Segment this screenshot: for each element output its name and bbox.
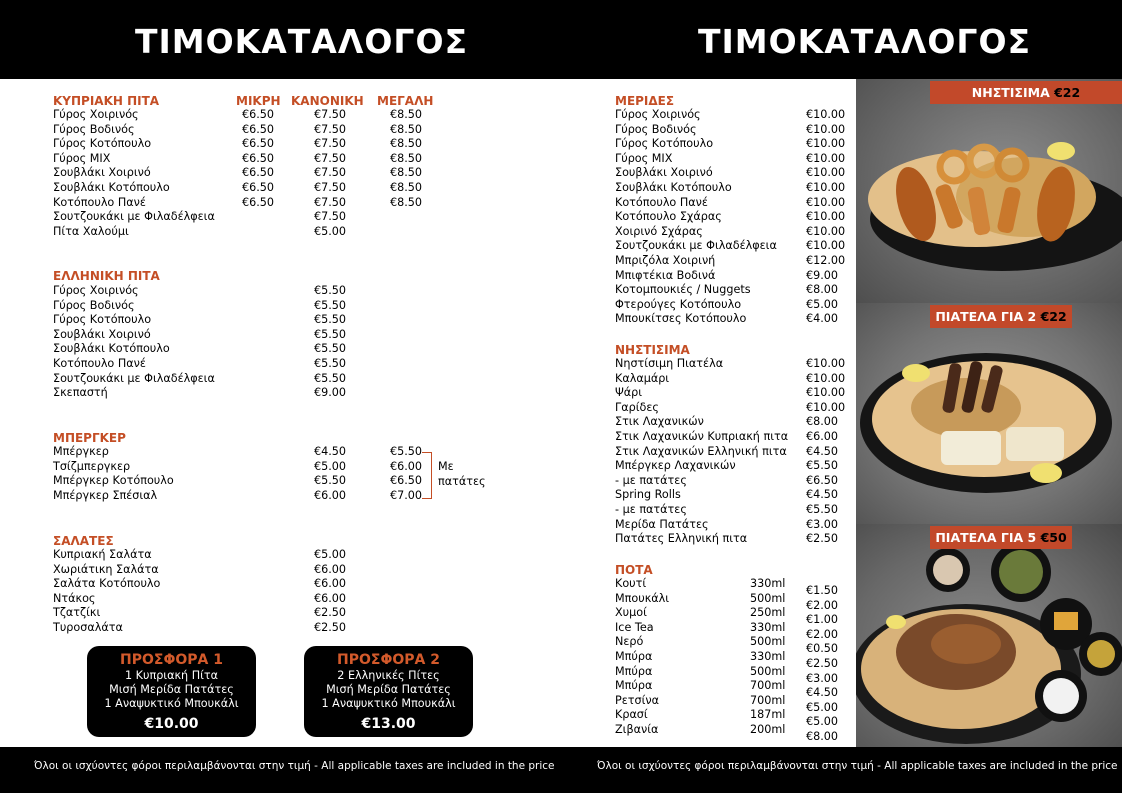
page-title-left: ΤΙΜΟΚΑΤΑΛΟΓΟΣ [135,22,469,61]
item-name: Γύρος Βοδινός [53,122,135,136]
item-price: €5.50 [314,327,347,341]
item-name: Σουβλάκι Κοτόπουλο [53,342,170,356]
menu-item [53,299,453,314]
menu-item [615,488,855,503]
price-regular: €7.50 [314,195,347,209]
item-price: €10.00 [806,357,846,370]
menu-item [615,415,855,430]
item-price: €10.00 [806,108,846,121]
menu-item [615,664,855,685]
item-price: €6.00 [314,488,347,502]
item-name: Γύρος Κοτόπουλο [53,137,152,151]
with-fries-bracket [422,452,432,499]
item-name: Στικ Λαχανικών Ελληνική πιτα [615,444,787,458]
item-name: Γύρος Βοδινός [615,122,697,136]
item-name: Κουτί [615,577,647,590]
price-small: €6.50 [242,151,275,165]
item-price: €3.00 [806,517,839,531]
drinks-list [615,577,855,743]
price-regular: €7.50 [314,137,347,151]
menu-item [615,503,855,518]
price-large: €8.50 [390,137,423,151]
item-price: €10.00 [806,137,846,151]
item-name: Κυπριακή Σαλάτα [53,548,152,561]
item-size: 330ml [750,620,786,634]
item-price: €2.50 [806,532,839,546]
item-name: Κοτόπουλο Πανέ [53,356,146,370]
item-name: Χυμοί [615,606,647,620]
price-with-fries: €6.50 [390,474,423,488]
menu-item [615,459,855,474]
badge-fasting-price [930,81,1122,104]
item-name: Ρετσίνα [615,693,660,707]
price-large: €8.50 [390,180,423,194]
menu-item [615,181,855,196]
offer-line: Μισή Μερίδα Πατάτες [109,683,234,696]
menu-item [615,532,855,547]
item-name: Μερίδα Πατάτες [615,517,709,531]
menu-item [615,269,855,284]
item-name: Σουβλάκι Χοιρινό [53,327,151,341]
price-small: €6.50 [242,108,275,121]
item-price: €5.00 [806,715,839,729]
item-price: €5.50 [314,474,347,488]
item-price: €8.00 [806,729,839,743]
item-name: Γύρος Χοιρινός [53,108,139,121]
menu-item [53,328,453,343]
item-price: €9.00 [314,386,347,400]
offer-price: €10.00 [144,716,199,732]
item-name: Γύρος Κοτόπουλο [615,137,714,151]
menu-item [53,137,453,152]
price-regular: €7.50 [314,151,347,165]
price-with-fries: €7.00 [390,488,423,502]
menu-item [53,225,453,240]
photo-platter-for-2 [856,303,1122,524]
greek-pita-list [53,284,453,401]
price-large: €8.50 [390,151,423,165]
menu-item [53,181,453,196]
item-price: €6.00 [806,429,839,443]
column-header-small: ΜΙΚΡΗ [236,94,281,108]
menu-item [53,357,453,372]
price-large: €8.50 [390,166,423,180]
item-name: Γύρος MIX [53,151,111,165]
item-name: Ζιβανία [615,722,659,736]
menu-item [615,591,855,612]
menu-item [615,152,855,167]
portions-list [615,108,855,327]
offer-line: Μισή Μερίδα Πατάτες [326,683,451,696]
section-title-burger: ΜΠΕΡΓΚΕΡ [53,431,126,445]
item-price: €10.00 [806,210,846,224]
price-with-fries: €5.50 [390,445,423,458]
item-name: Πίτα Χαλούμι [53,224,129,238]
badge-platter-5-price [930,526,1072,549]
item-price: €5.50 [314,371,347,385]
item-name: Ice Tea [615,620,654,634]
item-name: Τυροσαλάτα [53,620,123,634]
item-name: Σουτζουκάκι με Φιλαδέλφεια [615,239,777,253]
section-title-cypriot-pita: ΚΥΠΡΙΑΚΗ ΠΙΤΑ [53,94,160,108]
item-price: €0.50 [806,642,839,656]
badge-label: ΠΙΑΤΕΛΑ ΓΙΑ 5 [935,530,1041,545]
section-title-drinks: ΠΟΤΑ [615,563,653,577]
item-price: €10.00 [806,166,846,180]
item-name: Καλαμάρι [615,371,670,385]
item-name: - με πατάτες [615,502,687,516]
item-price: €5.50 [314,356,347,370]
footer-note-left: Όλοι οι ισχύοντες φόροι περιλαμβάνονται στην τιμή - All applicable taxes are included in the price [34,760,555,772]
item-size: 330ml [750,649,786,663]
item-price: €9.00 [806,268,839,282]
menu-item [615,430,855,445]
item-price: €5.00 [806,297,839,311]
price-regular: €7.50 [314,166,347,180]
item-price: €10.00 [806,371,846,385]
price-regular: €5.00 [314,224,347,238]
fasting-list [615,357,855,547]
menu-item [53,563,453,578]
menu-item [615,196,855,211]
menu-item [615,372,855,387]
price-regular: €7.50 [314,108,347,121]
item-price: €8.00 [806,283,839,297]
item-price: €4.00 [806,312,839,326]
item-price: €5.50 [806,502,839,516]
menu-item [53,606,453,621]
item-price: €6.00 [314,577,347,591]
menu-item [53,474,453,489]
price-large: €8.50 [390,122,423,136]
menu-item [615,137,855,152]
item-price: €2.00 [806,598,839,612]
price-with-fries: €6.00 [390,459,423,473]
menu-item [615,123,855,138]
offer-line: 1 Κυπριακή Πίτα [124,669,219,682]
item-name: Κρασί [615,708,648,722]
with-fries-note-line1: Με [438,460,454,473]
platter-for-5-image [856,524,1122,747]
menu-item [53,108,453,123]
item-name: Spring Rolls [615,488,681,502]
cypriot-pita-list [53,108,453,239]
item-price: €5.50 [314,313,347,327]
item-name: Νηστίσιμη Πιατέλα [615,357,724,370]
item-name: Ντάκος [53,591,96,605]
item-size: 700ml [750,693,786,707]
item-name: Μπιφτέκια Βοδινά [615,268,716,282]
item-name: Μπέργκερ Σπέσιαλ [53,488,158,502]
menu-item [615,445,855,460]
item-price: €10.00 [806,400,846,414]
item-price: €4.50 [806,444,839,458]
item-price: €10.00 [806,180,846,194]
menu-item [615,518,855,533]
column-header-large: ΜΕΓΑΛΗ [377,94,434,108]
item-name: Σαλάτα Κοτόπουλο [53,577,161,591]
price-large: €8.50 [390,195,423,209]
item-name: - με πατάτες [615,473,687,487]
item-name: Σουβλάκι Κοτόπουλο [615,180,732,194]
badge-price: €22 [1054,85,1081,100]
fasting-platter-image [856,79,1122,303]
badge-label: ΝΗΣΤΙΣΙΜΑ [971,85,1055,100]
menu-item [615,474,855,489]
item-price: €2.00 [806,627,839,641]
item-price: €5.50 [806,459,839,473]
badge-label: ΠΙΑΤΕΛΑ ΓΙΑ 2 [935,309,1041,324]
item-price: €5.00 [314,548,347,561]
price-large: €8.50 [390,108,423,121]
item-name: Μπύρα [615,649,653,663]
item-price: €10.00 [806,151,846,165]
menu-item [615,298,855,313]
item-name: Κοτόπουλο Πανέ [615,195,708,209]
item-price: €2.50 [806,656,839,670]
offer-title: ΠΡΟΣΦΟΡΑ 2 [337,652,440,668]
menu-item [615,401,855,416]
menu-item [53,210,453,225]
menu-item [615,166,855,181]
menu-item [53,386,453,401]
offer-price: €13.00 [361,716,416,732]
item-name: Μπριζόλα Χοιρινή [615,253,716,267]
item-size: 330ml [750,577,786,590]
item-price: €8.00 [806,415,839,429]
item-name: Χοιρινό Σχάρας [615,224,703,238]
item-price: €6.00 [314,562,347,576]
menu-item [53,342,453,357]
item-name: Κοτόπουλο Σχάρας [615,210,722,224]
item-size: 500ml [750,664,786,678]
menu-item [53,372,453,387]
item-name: Νερό [615,635,644,649]
item-size: 250ml [750,606,786,620]
item-name: Σουτζουκάκι με Φιλαδέλφεια [53,210,215,224]
item-name: Στικ Λαχανικών Κυπριακή πιτα [615,429,789,443]
item-price: €5.00 [806,700,839,714]
item-name: Μπέργκερ [53,445,109,458]
item-name: Γύρος Βοδινός [53,298,135,312]
menu-item [53,592,453,607]
menu-item [53,621,453,636]
section-title-fasting: ΝΗΣΤΙΣΙΜΑ [615,343,690,357]
photo-fasting-platter [856,79,1122,303]
item-name: Γύρος Χοιρινός [615,108,701,121]
item-size: 500ml [750,591,786,605]
menu-item [615,254,855,269]
menu-item [53,445,453,460]
item-price: €3.00 [806,671,839,685]
item-name: Σκεπαστή [53,386,108,400]
price-small: €6.50 [242,166,275,180]
item-price: €5.50 [314,342,347,356]
menu-item [615,210,855,225]
menu-item [615,108,855,123]
badge-platter-2-price [930,305,1072,328]
menu-item [53,284,453,299]
platter-for-2-image [856,303,1122,524]
item-name: Κοτομπουκιές / Nuggets [615,283,751,297]
item-name: Γύρος Κοτόπουλο [53,313,152,327]
menu-item [53,460,453,475]
item-price: €5.50 [314,284,347,297]
price-small: €6.50 [242,180,275,194]
item-name: Γύρος Χοιρινός [53,284,139,297]
offer-line: 2 Ελληνικές Πίτες [337,669,440,682]
offer-line: 1 Αναψυκτικό Μπουκάλι [104,697,239,710]
item-name: Κοτόπουλο Πανέ [53,195,146,209]
item-price: €4.50 [806,488,839,502]
photo-platter-for-5 [856,524,1122,747]
menu-item [53,577,453,592]
item-name: Πατάτες Ελληνική πιτα [615,532,748,546]
burger-list [53,445,453,503]
offer-line: 1 Αναψυκτικό Μπουκάλι [321,697,456,710]
menu-item [615,283,855,298]
price-small: €6.50 [242,195,275,209]
item-size: 700ml [750,679,786,693]
offer-box-1 [87,646,256,737]
menu-item [615,386,855,401]
item-price: €10.00 [806,195,846,209]
price-small: €6.50 [242,137,275,151]
item-price: €5.00 [314,459,347,473]
item-name: Μπέργκερ Κοτόπουλο [53,474,174,488]
item-price: €2.50 [314,606,347,620]
item-name: Στικ Λαχανικών [615,415,704,429]
price-regular: €7.50 [314,210,347,224]
salads-list [53,548,453,636]
item-price: €10.00 [806,386,846,400]
column-header-regular: ΚΑΝΟΝΙΚΗ [291,94,364,108]
item-price: €6.00 [314,591,347,605]
price-small: €6.50 [242,122,275,136]
offer-box-2 [304,646,473,737]
offer-title: ΠΡΟΣΦΟΡΑ 1 [120,652,223,668]
with-fries-note-line2: πατάτες [438,475,486,488]
item-name: Μπύρα [615,664,653,678]
page-title-right: ΤΙΜΟΚΑΤΑΛΟΓΟΣ [698,22,1032,61]
item-price: €10.00 [806,122,846,136]
section-title-greek-pita: ΕΛΛΗΝΙΚΗ ΠΙΤΑ [53,269,160,283]
item-name: Φτερούγες Κοτόπουλο [615,297,742,311]
item-price: €4.50 [806,686,839,700]
item-price: €10.00 [806,239,846,253]
item-name: Τσίζμπεργκερ [53,459,131,473]
menu-item [615,225,855,240]
item-price: €5.50 [314,298,347,312]
price-regular: €7.50 [314,180,347,194]
item-size: 200ml [750,722,786,736]
item-price: €1.50 [806,584,839,597]
section-title-portions: ΜΕΡΙΔΕΣ [615,94,675,108]
price-regular: €7.50 [314,122,347,136]
item-price: €1.00 [806,613,839,627]
menu-item [615,312,855,327]
menu-item [53,123,453,138]
item-name: Χωριάτικη Σαλάτα [53,562,159,576]
item-name: Γύρος MIX [615,151,673,165]
menu-item [53,489,453,504]
item-name: Μπουκάλι [615,591,670,605]
item-name: Σουβλάκι Χοιρινό [615,166,713,180]
item-price: €10.00 [806,224,846,238]
menu-item [53,548,453,563]
item-size: 187ml [750,708,786,722]
menu-item [615,357,855,372]
menu-item [53,196,453,211]
menu-item [53,166,453,181]
item-name: Μπέργκερ Λαχανικών [615,459,736,473]
item-price: €6.50 [806,473,839,487]
item-name: Σουβλάκι Κοτόπουλο [53,180,170,194]
item-name: Γαρίδες [615,400,659,414]
item-name: Τζατζίκι [53,606,101,620]
badge-price: €22 [1040,309,1067,324]
menu-item [615,577,855,597]
item-price: €2.50 [314,620,347,634]
item-name: Μπουκίτσες Κοτόπουλο [615,312,747,326]
item-name: Σουβλάκι Χοιρινό [53,166,151,180]
menu-item [53,313,453,328]
badge-price: €50 [1040,530,1067,545]
section-title-salads: ΣΑΛΑΤΕΣ [53,534,114,548]
item-name: Σουτζουκάκι με Φιλαδέλφεια [53,371,215,385]
item-size: 500ml [750,635,786,649]
menu-item [53,152,453,167]
menu-item [615,239,855,254]
item-price: €12.00 [806,253,846,267]
item-name: Ψάρι [615,386,643,400]
item-name: Μπύρα [615,679,653,693]
footer-note-right: Όλοι οι ισχύοντες φόροι περιλαμβάνονται στην τιμή - All applicable taxes are included in the price [597,760,1118,772]
item-price: €4.50 [314,445,347,458]
